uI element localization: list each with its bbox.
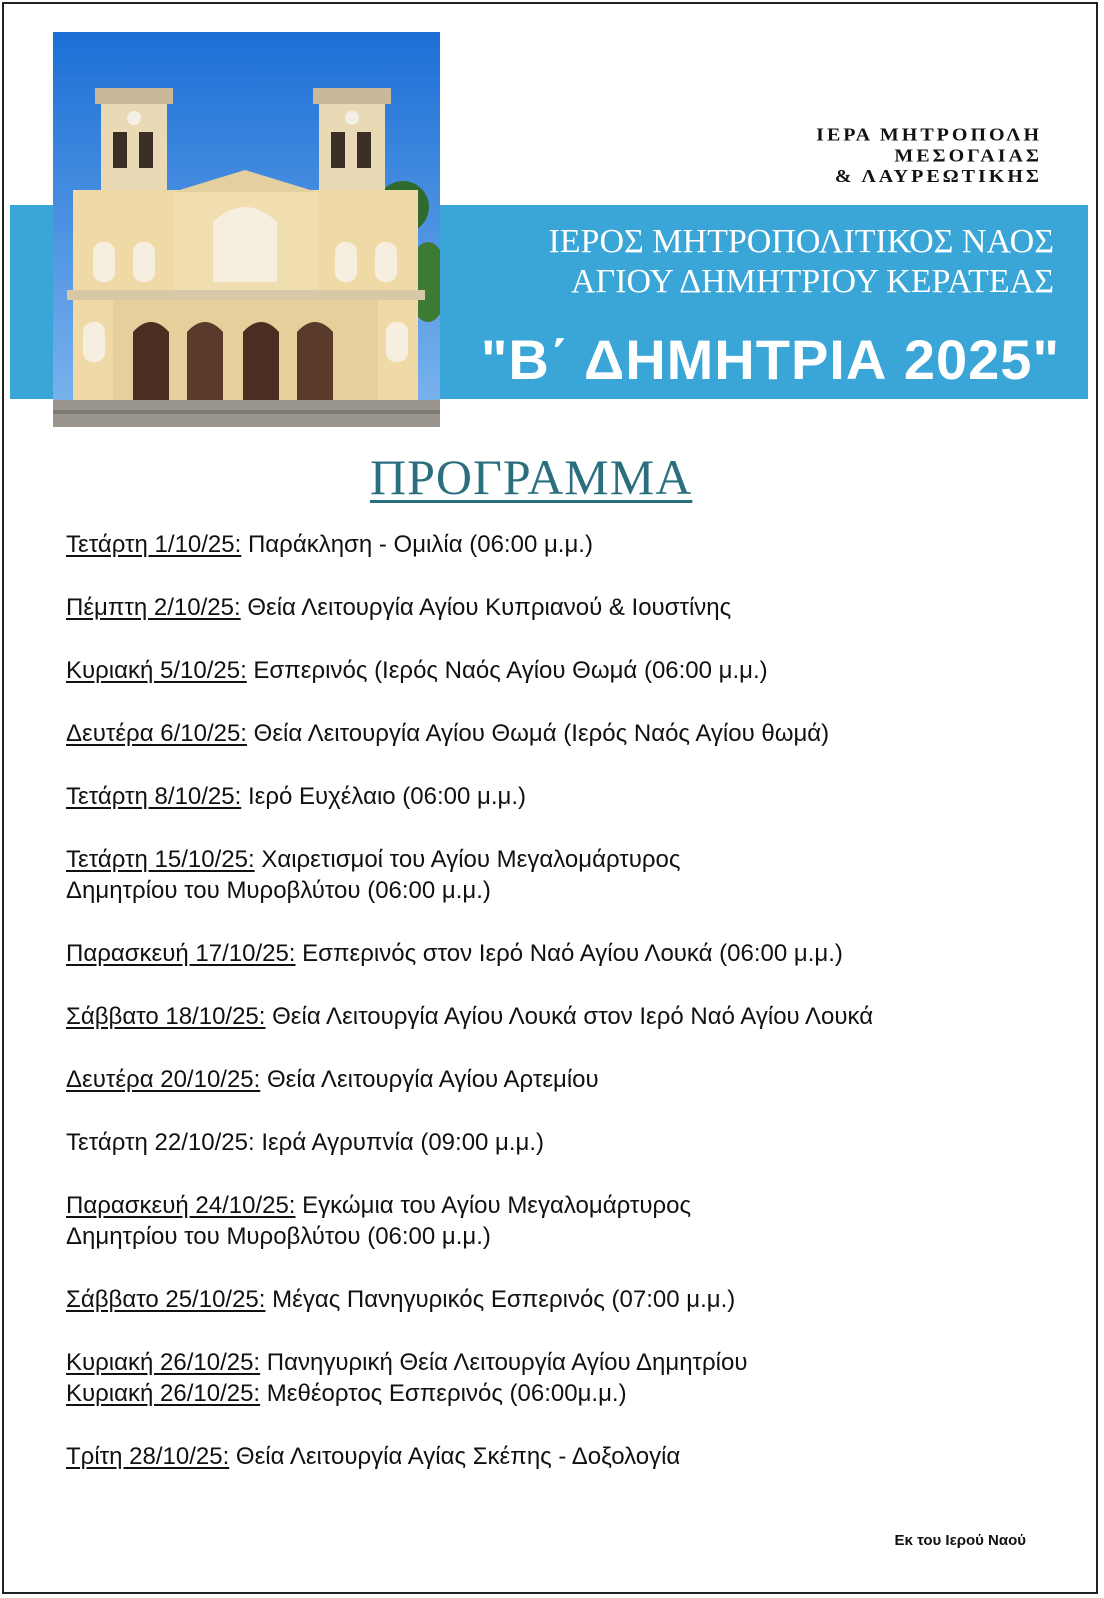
schedule-text-continued: Δημητρίου του Μυροβλύτου (06:00 μ.μ.) xyxy=(66,877,491,904)
schedule-date: Τετάρτη 8/10/25: xyxy=(66,783,242,810)
schedule-date: Παρασκευή 17/10/25: xyxy=(66,940,296,967)
schedule-date: Τρίτη 28/10/25: xyxy=(66,1443,230,1470)
schedule-text: Θεία Λειτουργία Αγίου Λουκά στον Ιερό Ναό Αγίου Λουκά xyxy=(272,1003,874,1030)
schedule-date: Δευτέρα 6/10/25: xyxy=(66,720,247,747)
schedule-text: Παράκληση - Ομιλία (06:00 μ.μ.) xyxy=(247,531,593,558)
schedule-text-continued: Δημητρίου του Μυροβλύτου (06:00 μ.μ.) xyxy=(66,1223,491,1250)
schedule-item xyxy=(66,1190,1066,1252)
schedule-date: Δευτέρα 20/10/25: xyxy=(66,1066,261,1093)
schedule-date: Τετάρτη 1/10/25: xyxy=(66,531,242,558)
schedule-text: Θεία Λειτουργία Αγίου Αρτεμίου xyxy=(267,1066,599,1093)
schedule-text: Ιερό Ευχέλαιο (06:00 μ.μ.) xyxy=(247,783,526,810)
schedule-date: Παρασκευή 24/10/25: xyxy=(66,1192,296,1219)
schedule-item xyxy=(66,718,1066,749)
schedule-item xyxy=(66,655,1066,686)
schedule-date: Πέμπτη 2/10/25: xyxy=(66,594,241,621)
schedule-item xyxy=(66,938,1066,969)
schedule-item xyxy=(66,1441,1066,1472)
schedule-item xyxy=(66,1064,1066,1095)
schedule-date: Τετάρτη 22/10/25: xyxy=(66,1129,255,1156)
church-name-line: ΑΓΙΟΥ ΔΗΜΗΤΡΙΟΥ ΚΕΡΑΤΕΑΣ xyxy=(570,263,1054,300)
schedule-item xyxy=(66,781,1066,812)
schedule-text: Θεία Λειτουργία Αγίας Σκέπης - Δοξολογία xyxy=(235,1443,681,1470)
program-heading: ΠΡΟΓΡΑΜΜΑ xyxy=(370,449,693,505)
schedule-text: Εσπερινός στον Ιερό Ναό Αγίου Λουκά (06:00 μ.μ.) xyxy=(302,940,843,967)
schedule-item xyxy=(66,1001,1066,1032)
footer-signature: Εκ του Ιερού Ναού xyxy=(894,1532,1026,1549)
metropolis-name xyxy=(816,125,1042,187)
metropolis-line: & ΛΑΥΡΕΩΤΙΚΗΣ xyxy=(834,166,1042,187)
schedule-text: Μέγας Πανηγυρικός Εσπερινός (07:00 μ.μ.) xyxy=(272,1286,736,1313)
schedule-date: Κυριακή 5/10/25: xyxy=(66,657,247,684)
church-photo xyxy=(53,32,440,427)
metropolis-line: ΙΕΡΑ ΜΗΤΡΟΠΟΛΗ xyxy=(816,125,1042,146)
schedule-item xyxy=(66,1347,1066,1409)
schedule-item xyxy=(66,1284,1066,1315)
schedule-text: Χαιρετισμοί του Αγίου Μεγαλομάρτυρος xyxy=(261,846,681,873)
schedule-date: Σάββατο 25/10/25: xyxy=(66,1286,266,1313)
schedule-item xyxy=(66,529,1066,560)
schedule-text: Ιερά Αγρυπνία (09:00 μ.μ.) xyxy=(261,1129,545,1156)
church-name-line: ΙΕΡΟΣ ΜΗΤΡΟΠΟΛΙΤΙΚΟΣ ΝΑΟΣ xyxy=(548,223,1054,260)
schedule-item xyxy=(66,1127,1066,1158)
schedule-item xyxy=(66,592,1066,623)
schedule-text: Πανηγυρική Θεία Λειτουργία Αγίου Δημητρίου xyxy=(266,1349,748,1376)
schedule-date: Σάββατο 18/10/25: xyxy=(66,1003,266,1030)
header-band-left xyxy=(10,205,55,399)
schedule-item xyxy=(66,844,1066,906)
schedule-date: Κυριακή 26/10/25: xyxy=(66,1380,261,1407)
schedule-text: Μεθέορτος Εσπερινός (06:00μ.μ.) xyxy=(266,1380,627,1407)
schedule-date: Κυριακή 26/10/25: xyxy=(66,1349,261,1376)
schedule-date: Τετάρτη 15/10/25: xyxy=(66,846,255,873)
schedule-text: Εγκώμια του Αγίου Μεγαλομάρτυρος xyxy=(302,1192,692,1219)
schedule-list xyxy=(66,529,1066,1504)
metropolis-line: ΜΕΣΟΓΑΙΑΣ xyxy=(894,146,1042,166)
schedule-text: Θεία Λειτουργία Αγίου Κυπριανού & Ιουστίνης xyxy=(247,594,732,621)
schedule-text: Εσπερινός (Ιερός Ναός Αγίου Θωμά (06:00 μ.μ.) xyxy=(253,657,768,684)
event-title: "Β΄ ΔΗΜΗΤΡΙΑ 2025" xyxy=(480,328,1060,391)
schedule-text: Θεία Λειτουργία Αγίου Θωμά (Ιερός Ναός Αγίου θωμά) xyxy=(253,720,830,747)
church-name xyxy=(548,222,1054,302)
